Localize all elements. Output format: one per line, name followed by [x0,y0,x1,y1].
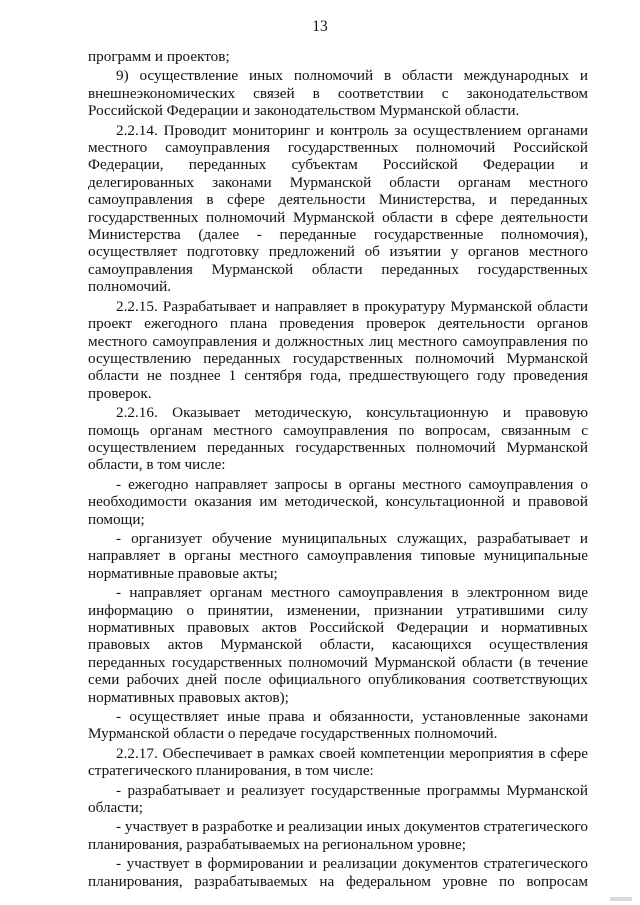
paragraph: 2.2.17. Обеспечивает в рамках своей компетенции мероприятия в сфере стратегического планирования, в том числе: [88,744,588,780]
scan-edge-mark [610,897,632,901]
paragraph: - организует обучение муниципальных служащих, разрабатывает и направляет в органы местного самоуправления типовые муниципальные нормативные правовые акты; [88,529,588,582]
document-body [88,48,588,890]
paragraph: - разрабатывает и реализует государственные программы Мурманской области; [88,781,588,817]
paragraph: 9) осуществление иных полномочий в области международных и внешнеэкономических связей в соответствии с законодательством Российской Федерации и законодательством Мурманской области. [88,67,588,120]
paragraph: - направляет органам местного самоуправления в электронном виде информацию о принятии, изменении, признании утратившими силу нормативных правовых актов Российской Федерации и нормативных правовых актов Мурманской области, касающихся осуществления переданных государственных полномочий Мурманской области (в течение семи рабочих дней после официального опубликования соответствующих нормативных правовых актов); [88,584,588,706]
paragraph: - ежегодно направляет запросы в органы местного самоуправления о необходимости оказания им методической, консультационной и правовой помощи; [88,475,588,528]
page-number: 13 [312,18,328,35]
paragraph: 2.2.14. Проводит мониторинг и контроль за осуществлением органами местного самоуправления государственных полномочий Российской Федерации, переданных субъектам Российской Федерации и делегированных законами Мурманской области органам местного самоуправления в сфере деятельности Министерства, и переданных государственных полномочий Мурманской области в сфере деятельности Министерства (далее - переданные государственные полномочия), осуществляет подготовку предложений об изъятии у органов местного самоуправления Мурманской области переданных государственных полномочий. [88,121,588,296]
paragraph: - осуществляет иные права и обязанности, установленные законами Мурманской области о передаче государственных полномочий. [88,708,588,743]
paragraph: 2.2.15. Разрабатывает и направляет в прокуратуру Мурманской области проект ежегодного плана проведения проверок деятельности органов местного самоуправления и должностных лиц местного самоуправления по осуществлению переданных государственных полномочий Мурманской области не позднее 1 сентября года, предшествующего году проведения проверок. [88,297,588,402]
paragraph: программ и проектов; [88,48,230,65]
paragraph: - участвует в формировании и реализации документов стратегического планирования, разрабатываемых на федеральном уровне по вопросам [88,855,588,890]
paragraph: 2.2.16. Оказывает методическую, консультационную и правовую помощь органам местного самоуправления по вопросам, связанным с осуществлением переданных государственных полномочий Мурманской области, в том числе: [88,404,588,474]
paragraph: - участвует в разработке и реализации иных документов стратегического планирования, разрабатываемых на региональном уровне; [88,818,588,853]
